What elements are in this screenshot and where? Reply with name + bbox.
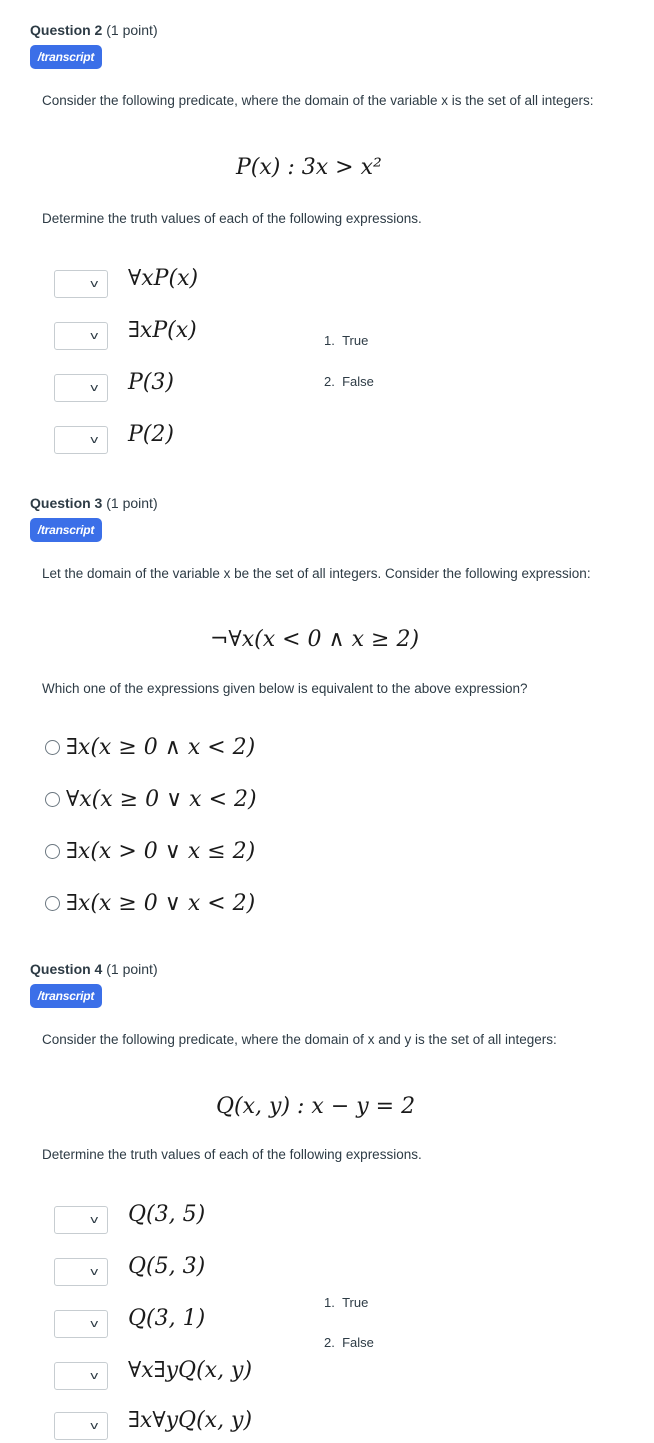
- answer-select[interactable]: [54, 374, 108, 402]
- chevron-down-icon: v: [90, 433, 99, 446]
- expression-item: ∀xP(x): [128, 266, 199, 291]
- answer-select[interactable]: [54, 426, 108, 454]
- chevron-down-icon: v: [90, 1317, 99, 1330]
- question-4-instruction: Determine the truth values of each of the following expressions.: [42, 1147, 422, 1162]
- expression-item: ∃x∀yQ(x, y): [128, 1408, 253, 1433]
- question-3-prompt: Let the domain of the variable x be the set of all integers. Consider the following expression:: [42, 566, 591, 581]
- expression-item: P(3): [128, 370, 174, 395]
- expression-item: Q(3, 1): [128, 1306, 206, 1331]
- question-2-header: [30, 22, 158, 38]
- answer-select[interactable]: [54, 1362, 108, 1390]
- chevron-down-icon: v: [90, 1265, 99, 1278]
- question-2-prompt: Consider the following predicate, where the domain of the variable x is the set of all integers:: [42, 93, 594, 108]
- question-4-header: [30, 961, 158, 977]
- answer-select[interactable]: [54, 1310, 108, 1338]
- option-item: 2. False: [324, 374, 374, 389]
- radio-button[interactable]: [45, 844, 60, 859]
- chevron-down-icon: v: [90, 381, 99, 394]
- choice-label: ∀x(x ≥ 0 ∨ x < 2): [66, 787, 257, 812]
- answer-select[interactable]: [54, 322, 108, 350]
- question-3-instruction: Which one of the expressions given below is equivalent to the above expression?: [42, 681, 528, 696]
- question-4-prompt: Consider the following predicate, where the domain of x and y is the set of all integers:: [42, 1032, 557, 1047]
- chevron-down-icon: v: [90, 329, 99, 342]
- question-2-instruction: Determine the truth values of each of the following expressions.: [42, 211, 422, 226]
- answer-select[interactable]: [54, 1206, 108, 1234]
- question-2-predicate: P(x) : 3x > x²: [236, 155, 382, 180]
- expression-item: ∃xP(x): [128, 318, 197, 343]
- expression-item: Q(5, 3): [128, 1254, 206, 1279]
- answer-select[interactable]: [54, 1258, 108, 1286]
- expression-item: ∀x∃yQ(x, y): [128, 1358, 253, 1383]
- option-item: 2. False: [324, 1335, 374, 1350]
- chevron-down-icon: v: [90, 1213, 99, 1226]
- option-item: 1. True: [324, 333, 369, 348]
- radio-button[interactable]: [45, 740, 60, 755]
- option-item: 1. True: [324, 1295, 369, 1310]
- chevron-down-icon: v: [90, 1419, 99, 1432]
- choice-label: ∃x(x ≥ 0 ∨ x < 2): [66, 891, 256, 916]
- chevron-down-icon: v: [90, 277, 99, 290]
- choice-label: ∃x(x > 0 ∨ x ≤ 2): [66, 839, 256, 864]
- question-4-title: Question 4: [30, 961, 103, 977]
- radio-button[interactable]: [45, 896, 60, 911]
- question-3-header: [30, 495, 158, 511]
- choice-label: ∃x(x ≥ 0 ∧ x < 2): [66, 735, 256, 760]
- radio-button[interactable]: [45, 792, 60, 807]
- question-4-points: (1 point): [106, 961, 158, 977]
- answer-select[interactable]: [54, 1412, 108, 1440]
- expression-item: P(2): [128, 422, 174, 447]
- chevron-down-icon: v: [90, 1369, 99, 1382]
- expression-item: Q(3, 5): [128, 1202, 206, 1227]
- question-4-predicate: Q(x, y) : x − y = 2: [216, 1094, 416, 1119]
- question-3-expression: ¬∀x(x < 0 ∧ x ≥ 2): [210, 627, 420, 652]
- question-3-points: (1 point): [106, 495, 158, 511]
- transcript-button[interactable]: /transcript: [30, 984, 102, 1008]
- answer-select[interactable]: [54, 270, 108, 298]
- question-2-points: (1 point): [106, 22, 158, 38]
- transcript-button[interactable]: /transcript: [30, 45, 102, 69]
- question-2-title: Question 2: [30, 22, 103, 38]
- transcript-button[interactable]: /transcript: [30, 518, 102, 542]
- question-3-title: Question 3: [30, 495, 103, 511]
